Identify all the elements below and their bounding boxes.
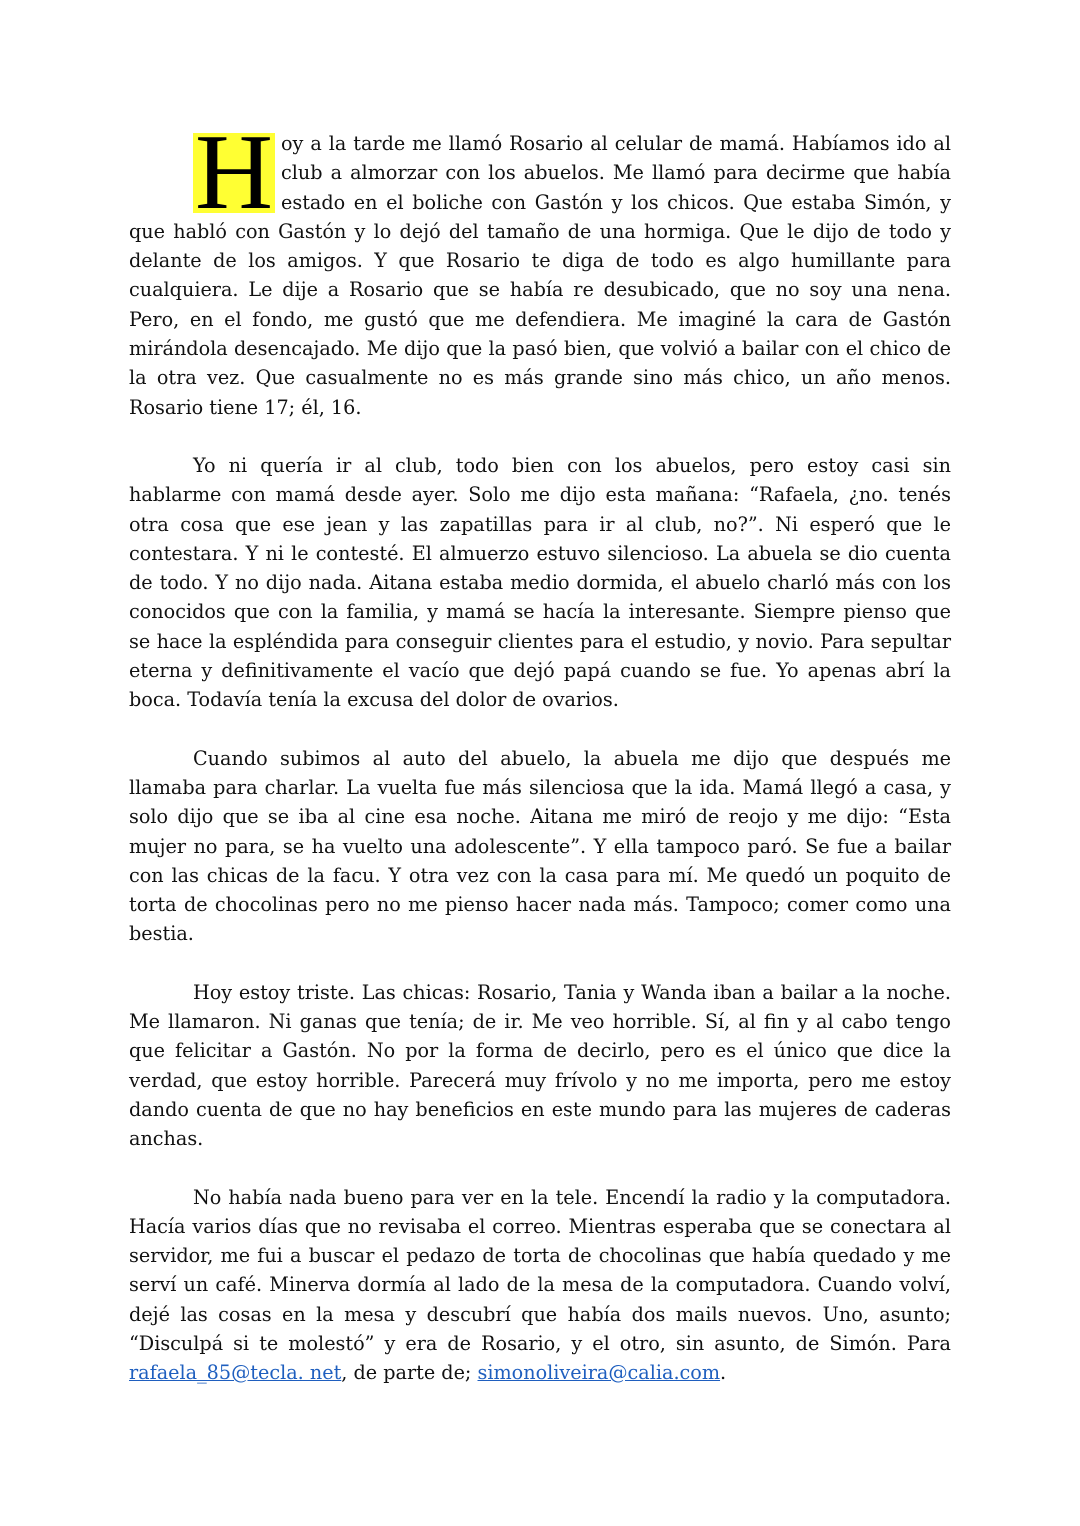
paragraph-4: Hoy estoy triste. Las chicas: Rosario, Tania y Wanda iban a bailar a la noche. Me llamaron. Ni ganas que tenía; de ir. Me veo horrible. Sí, al fin y al cabo tengo que felicitar a Gastón. No por la forma de decirlo, pero es el único que dice la verdad, que estoy horrible. Parecerá muy frívolo y no me importa, pero me estoy dando cuenta de que no hay beneficios en este mundo para las mujeres de caderas anchas. <box>129 980 951 1151</box>
paragraph-5-middle: , de parte de; <box>341 1361 478 1385</box>
email-link-rafaela[interactable]: rafaela_85@tecla. net <box>129 1361 342 1385</box>
paragraph-5-text: No había nada bueno para ver en la tele. Encendí la radio y la computadora. Hacía varios días que no revisaba el correo. Mientras esperaba que se conectara al servidor, me fui a buscar el pedazo de torta de chocolinas que había quedado y me serví un café. Minerva dormía al lado de la mesa de la computadora. Cuando volví, dejé las cosas en la mesa y descubrí que había dos mails nuevos. Uno, asunto; “Disculpá si te molestó” y era de Rosario, y el otro, sin asunto, de Simón. Para <box>129 1185 951 1355</box>
paragraph-3: Cuando subimos al auto del abuelo, la abuela me dijo que después me llamaba para charlar. La vuelta fue más silenciosa que la ida. Mamá llegó a casa, y solo dijo que se iba al cine esa noche. Aitana me miró de reojo y me dijo: “Esta mujer no para, se ha vuelto una adolescente”. Y ella tampoco paró. Se fue a bailar con las chicas de la facu. Y otra vez con la casa para mí. Me quedó un poquito de torta de chocolinas pero no me pienso hacer nada más. Tampoco; comer como una bestia. <box>129 746 951 946</box>
email-link-simon[interactable]: simonoliveira@calia.com <box>477 1361 721 1385</box>
paragraph-1 <box>129 129 951 422</box>
paragraph-2: Yo ni quería ir al club, todo bien con los abuelos, pero estoy casi sin hablarme con mamá desde ayer. Solo me dijo esta mañana: “Rafaela, ¿no. tenés otra cosa que ese jean y las zapatillas para ir al club, no?”. Ni esperó que le contestara. Y ni le contesté. El almuerzo estuvo silencioso. La abuela se dio cuenta de todo. Y no dijo nada. Aitana estaba medio dormida, el abuelo charló más con los conocidos que con la familia, y mamá se hacía la interesante. Siempre pienso que se hace la espléndida para conseguir clientes para el estudio, y novio. Para sepultar eterna y definitivamente el vacío que dejó papá cuando se fue. Yo apenas abrí la boca. Todavía tenía la excusa del dolor de ovarios. <box>129 453 951 712</box>
drop-cap-letter: H <box>195 133 273 213</box>
paragraph-5-end: . <box>720 1361 727 1385</box>
document-page <box>129 129 951 1417</box>
paragraph-1-text: oy a la tarde me llamó Rosario al celular de mamá. Habíamos ido al club a almorzar con los abuelos. Me llamó para decirme que había estado en el boliche con Gastón y los chicos. Que estaba Simón, y que habló con Gastón y lo dejó del tamaño de una hormiga. Que le dijo de todo y delante de los amigos. Y que Rosario te diga de todo es algo humillante para cualquiera. Le dije a Rosario que se había re desubicado, que no soy una nena. Pero, en el fondo, me gustó que me defendiera. Me imaginé la cara de Gastón mirándola desencajado. Me dijo que la pasó bien, que volvió a bailar con el chico de la otra vez. Que casualmente no es más grande sino más chico, un año menos. Rosario tiene 17; él, 16. <box>129 132 951 419</box>
paragraph-5 <box>129 1183 951 1388</box>
